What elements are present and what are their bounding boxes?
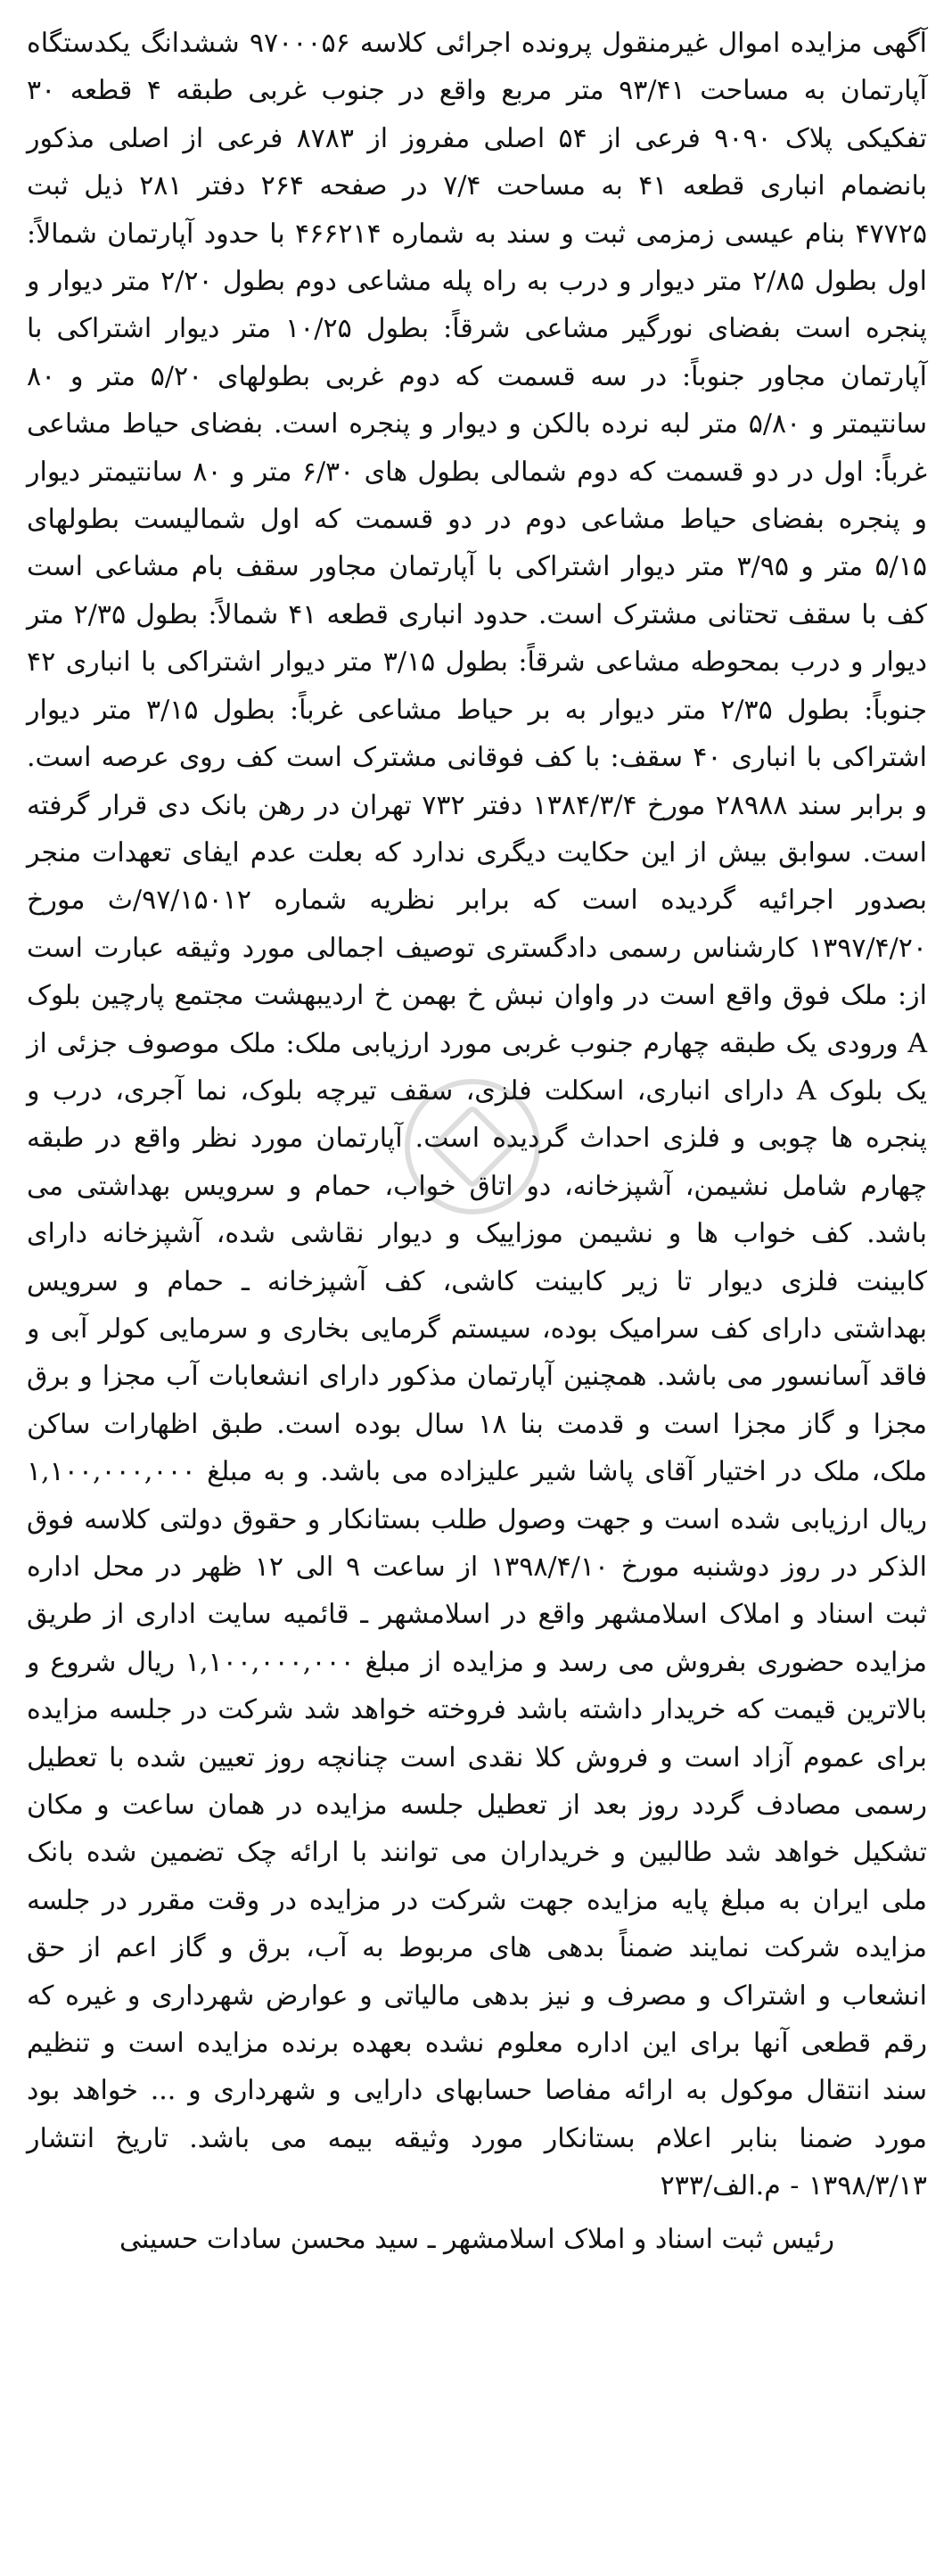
notice-body: آگهی مزایده اموال غیرمنقول پرونده اجرائی کلاسه ۹۷۰۰۰۵۶ ششدانگ یکدستگاه آپارتمان به مساحت ۹۳/۴۱ متر مربع واقع در جنوب غربی طبقه ۴ قطعه ۳۰ تفکیکی پلاک ۹۰۹۰ فرعی از ۵۴ اصلی مفروز از ۸۷۸۳ فرعی از اصلی مذکور بانضمام انباری قطعه ۴۱ به مساحت ۷/۴ در صفحه ۲۶۴ دفتر ۲۸۱ ذیل ثبت ۴۷۷۲۵ بنام عیسی زمزمی ثبت و سند به شماره ۴۶۶۲۱۴ با حدود آپارتمان شمالاً: اول بطول ۲/۸۵ متر دیوار و درب به راه پله مشاعی دوم بطول ۲/۲۰ متر دیوار و پنجره است بفضای نورگیر مشاعی شرقاً: بطول ۱۰/۲۵ متر دیوار اشتراکی با آپارتمان مجاور جنوباً: در سه قسمت که دوم غربی بطولهای ۵/۲۰ متر و ۸۰ سانتیمتر و ۵/۸۰ متر لبه نرده بالکن و دیوار و پنجره است. بفضای حیاط مشاعی غرباً: اول در دو قسمت که دوم شمالی بطول های ۶/۳۰ متر و ۸۰ سانتیمتر دیوار و پنجره بفضای حیاط مشاعی دوم در دو قسمت که اول شمالیست بطولهای ۵/۱۵ متر و ۳/۹۵ متر دیوار اشتراکی با آپارتمان مجاور سقف بام مشاعی است کف با سقف تحتانی مشترک است. حدود انباری قطعه ۴۱ شمالاً: بطول ۲/۳۵ متر دیوار و درب بمحوطه مشاعی شرقاً: بطول ۳/۱۵ متر دیوار اشتراکی با انباری ۴۲ جنوباً: بطول ۲/۳۵ متر دیوار به بر حیاط مشاعی غرباً: بطول ۳/۱۵ متر دیوار اشتراکی با انباری ۴۰ سقف: با کف فوقانی مشترک است کف روی عرصه است. و برابر سند ۲۸۹۸۸ مورخ ۱۳۸۴/۳/۴ دفتر ۷۳۲ تهران در رهن بانک دی قرار گرفته است. سوابق بیش از این حکایت دیگری ندارد که بعلت عدم ایفای تعهدات منجر بصدور اجرائیه گردیده است که برابر نظریه شماره ۹۷/۱۵۰۱۲/ث مورخ ۱۳۹۷/۴/۲۰ کارشناس رسمی دادگستری توصیف اجمالی مورد وثیقه عبارت است از: ملک فوق واقع است در واوان نبش خ بهمن خ اردیبهشت مجتمع پارچین بلوک A ورودی یک طبقه چهارم جنوب غربی مورد ارزیابی ملک: ملک موصوف جزئی از یک بلوک A دارای انباری، اسکلت فلزی، سقف تیرچه بلوک، نما آجری، درب و پنجره ها چوبی و فلزی احداث گردیده است. آپارتمان مورد نظر واقع در طبقه چهارم شامل نشیمن، آشپزخانه، دو اتاق خواب، حمام و سرویس بهداشتی می باشد. کف خواب ها و نشیمن موزاییک و دیوار نقاشی شده، آشپزخانه دارای کابینت فلزی دیوار تا زیر کابینت کاشی، کف آشپزخانه ـ حمام و سرویس بهداشتی دارای کف سرامیک بوده، سیستم گرمایی بخاری و سرمایی کولر آبی و فاقد آسانسور می باشد. همچنین آپارتمان مذکور دارای انشعابات آب مجزا و برق مجزا و گاز مجزا است و قدمت بنا ۱۸ سال بوده است. طبق اظهارات ساکن ملک، ملک در اختیار آقای پاشا شیر علیزاده می باشد. و به مبلغ ۱,۱۰۰,۰۰۰,۰۰۰ ریال ارزیابی شده است و جهت وصول طلب بستانکار و حقوق دولتی کلاسه فوق الذکر در روز دوشنبه مورخ ۱۳۹۸/۴/۱۰ از ساعت ۹ الی ۱۲ ظهر در محل اداره ثبت اسناد و املاک اسلامشهر واقع در اسلامشهر ـ قائمیه سایت اداری از طریق مزایده حضوری بفروش می رسد و مزایده از مبلغ ۱,۱۰۰,۰۰۰,۰۰۰ ریال شروع و بالاترین قیمت که خریدار داشته باشد فروخته خواهد شد شرکت در جلسه مزایده برای عموم آزاد است و فروش کلا نقدی است چنانچه روز تعیین شده با تعطیل رسمی مصادف گردد روز بعد از تعطیل جلسه مزایده در همان ساعت و مکان تشکیل خواهد شد طالبین و خریداران می توانند با ارائه چک تضمین شده بانک ملی ایران به مبلغ پایه مزایده جهت شرکت در مزایده در وقت مقرر در جلسه مزایده شرکت نمایند ضمناً بدهی های مربوط به آب، برق و گاز اعم از حق انشعاب و اشتراک و مصرف و نیز بدهی مالیاتی و عوارض شهرداری و غیره که رقم قطعی آنها برای این اداره معلوم نشده بعهده برنده مزایده است و تنظیم سند انتقال موکول به ارائه مفاصا حسابهای دارایی و شهرداری و ... خواهد بود مورد ضمنا بنابر اعلام بستانکار مورد وثیقه بیمه می باشد. تاریخ انتشار ۱۳۹۸/۳/۱۳ - م.الف/۲۳۳: [27, 28, 928, 2202]
notice-signature: رئیس ثبت اسناد و املاک اسلامشهر ـ سید محسن سادات حسینی: [119, 2223, 834, 2255]
